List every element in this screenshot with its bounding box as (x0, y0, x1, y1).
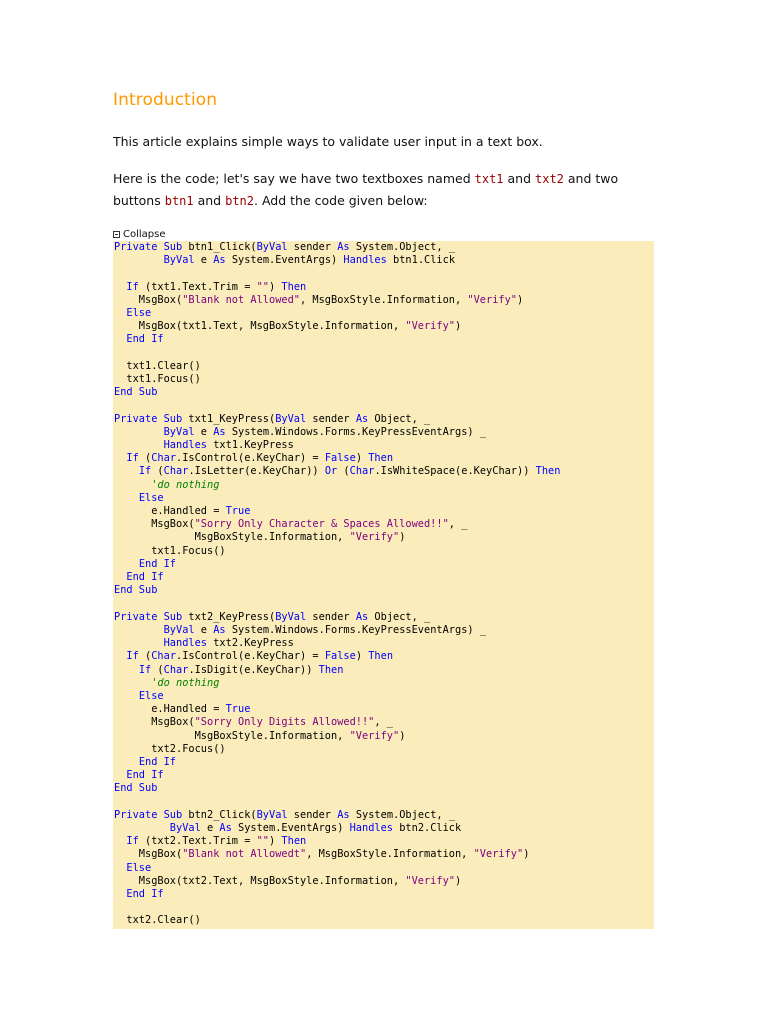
code-keyword: Handles (163, 439, 208, 452)
para-text: Here is the code; let's say we have two textboxes named (113, 171, 475, 186)
code-text: txt1.KeyPress (207, 439, 294, 452)
para-text: . Add the code given below: (254, 193, 428, 208)
code-line (114, 756, 176, 768)
code-text: txt2.KeyPress (207, 637, 294, 650)
code-keyword: End If (126, 333, 164, 346)
code-keyword: If (138, 465, 152, 478)
code-line (114, 584, 157, 596)
code-keyword: Else (138, 689, 164, 702)
para-text: and (503, 171, 535, 186)
code-text: .IsLetter(e.KeyChar)) (188, 465, 325, 478)
code-line (114, 835, 306, 847)
code-text: sender (287, 808, 338, 821)
code-text (114, 835, 126, 847)
code-text: (txt2.Text.Trim = (138, 835, 257, 848)
code-keyword: Else (138, 491, 164, 504)
code-line (114, 822, 461, 834)
code-text (114, 822, 170, 834)
code-text (114, 479, 151, 491)
code-text (114, 650, 126, 662)
code-line (114, 333, 164, 345)
code-keyword: Private Sub (114, 808, 183, 821)
code-keyword: If (126, 280, 139, 293)
code-keyword: End If (138, 557, 177, 570)
code-keyword: True (225, 703, 251, 716)
code-keyword: Private Sub (114, 412, 183, 425)
code-text: ) (454, 874, 462, 887)
code-text: System.EventArgs) (231, 821, 350, 834)
code-keyword: If (126, 452, 139, 465)
code-text (114, 888, 126, 900)
code-text: MsgBox( (114, 848, 183, 861)
code-text: ( (151, 465, 164, 478)
code-line (114, 782, 157, 794)
code-keyword: ByVal (275, 412, 307, 425)
code-keyword: ByVal (256, 808, 288, 821)
code-text: , MsgBoxStyle.Information, (300, 293, 468, 306)
code-keyword: ByVal (163, 623, 195, 636)
code-text: MsgBox( (114, 518, 195, 531)
code-string: "" (256, 280, 270, 293)
code-text: e.Handled = (114, 505, 226, 518)
code-keyword: Then (535, 465, 561, 478)
code-keyword: End Sub (114, 782, 158, 795)
code-line (114, 809, 455, 821)
code-text (114, 465, 139, 477)
code-text: sender (306, 412, 356, 425)
code-string: "Sorry Only Character & Spaces Allowed!!" (194, 518, 449, 531)
code-text: (txt1.Text.Trim = (138, 280, 257, 293)
code-text: ( (138, 650, 152, 663)
code-keyword: As (337, 808, 350, 821)
code-text: txt2.Clear() (114, 914, 201, 927)
code-block (113, 241, 654, 929)
code-text: e (194, 425, 214, 438)
code-text: btn1.Click (386, 254, 456, 267)
code-keyword: False (324, 650, 356, 663)
intro-paragraph: This article explains simple ways to validate user input in a text box. (113, 134, 543, 149)
code-text (114, 281, 126, 293)
inline-code-txt1: txt1 (474, 172, 504, 186)
code-text: MsgBox( (114, 716, 195, 729)
code-keyword: Then (368, 452, 394, 465)
code-string: "Blank not Allowed" (182, 293, 300, 306)
code-text: ) (399, 531, 406, 544)
code-keyword: Handles (163, 637, 208, 650)
code-line (114, 848, 529, 860)
code-text: txt1_KeyPress( (182, 412, 276, 425)
code-line (114, 914, 201, 926)
code-text (114, 571, 126, 583)
code-text: .IsControl(e.KeyChar) = (176, 650, 325, 663)
code-text (114, 862, 126, 874)
code-keyword: As (219, 821, 232, 834)
code-text: btn2_Click( (182, 808, 257, 821)
code-line (114, 637, 294, 649)
code-text: txt1.Focus() (114, 544, 226, 557)
collapse-label: Collapse (123, 229, 166, 240)
code-keyword: End If (126, 887, 164, 900)
code-text: System.Windows.Forms.KeyPressEventArgs) _ (225, 425, 486, 438)
code-keyword: Char (349, 465, 375, 478)
collapse-toggle[interactable] (113, 229, 166, 240)
code-text: System.Object, _ (349, 808, 456, 821)
code-keyword: Char (163, 465, 189, 478)
code-keyword: Then (281, 835, 307, 848)
code-text (114, 254, 164, 266)
code-line (114, 492, 164, 504)
code-line (114, 294, 523, 306)
code-text (114, 637, 164, 649)
code-line (114, 650, 393, 662)
code-text: ) (517, 293, 524, 306)
collapse-minus-icon (113, 231, 120, 238)
inline-code-btn1: btn1 (164, 194, 194, 208)
code-line (114, 730, 405, 742)
code-text (114, 333, 126, 345)
code-description-paragraph (113, 168, 653, 212)
code-line (114, 769, 164, 781)
code-text (114, 756, 139, 768)
code-keyword: ByVal (256, 241, 288, 253)
code-string: "Verify" (467, 293, 517, 306)
code-text (114, 690, 139, 702)
code-keyword: End If (138, 755, 177, 768)
code-string: "Verify" (405, 874, 455, 887)
code-text: ) (399, 729, 406, 742)
code-line (114, 281, 306, 293)
code-text: ) (523, 848, 530, 861)
code-keyword: ByVal (163, 425, 195, 438)
code-keyword: Char (163, 663, 189, 676)
code-line (114, 558, 176, 570)
code-text (114, 624, 164, 636)
code-text: System.Object, _ (349, 241, 456, 253)
code-line (114, 677, 219, 689)
code-keyword: As (337, 241, 350, 253)
code-string: "Verify" (349, 531, 400, 544)
code-line (114, 664, 343, 676)
code-keyword: As (355, 610, 369, 623)
section-heading: Introduction (113, 90, 218, 110)
code-text (114, 426, 164, 438)
code-text: e (194, 254, 214, 267)
code-text: ) (355, 650, 369, 663)
code-keyword: Else (126, 861, 152, 874)
code-text: MsgBox(txt2.Text, MsgBoxStyle.Information, (114, 874, 406, 887)
code-string: "" (256, 835, 270, 848)
code-text (114, 439, 164, 451)
code-string: "Verify" (349, 729, 400, 742)
code-comment: 'do nothing (151, 478, 220, 491)
code-text: ( (138, 452, 152, 465)
code-text: System.EventArgs) (225, 254, 344, 267)
code-string: "Sorry Only Digits Allowed!!" (194, 716, 375, 729)
code-keyword: Then (318, 663, 344, 676)
code-text: .IsControl(e.KeyChar) = (176, 452, 325, 465)
code-line (114, 479, 219, 491)
code-keyword: ByVal (275, 610, 307, 623)
code-text: ) (454, 320, 462, 333)
code-text: txt2.Focus() (114, 742, 226, 755)
code-keyword: End Sub (114, 386, 158, 399)
code-text: e.Handled = (114, 703, 226, 716)
code-keyword: Char (151, 452, 177, 465)
code-keyword: ByVal (163, 254, 195, 267)
code-text: System.Windows.Forms.KeyPressEventArgs) _ (225, 623, 486, 636)
code-text (114, 558, 139, 570)
code-text: .IsWhiteSpace(e.KeyChar)) (374, 465, 536, 478)
code-line (114, 703, 250, 715)
code-keyword: End If (126, 571, 164, 584)
code-keyword: As (213, 623, 226, 636)
code-keyword: If (138, 663, 152, 676)
code-line (114, 307, 151, 319)
code-text: MsgBoxStyle.Information, (114, 729, 350, 742)
code-text: Object, _ (368, 412, 431, 425)
code-line (114, 320, 461, 332)
code-keyword: Or (324, 465, 338, 478)
code-string: "Verify" (405, 320, 455, 333)
code-listing (113, 241, 654, 928)
code-line (114, 360, 201, 372)
code-line (114, 505, 250, 517)
code-comment: 'do nothing (151, 676, 220, 689)
code-text: .IsDigit(e.KeyChar)) (188, 663, 319, 676)
code-keyword: ByVal (169, 821, 201, 834)
code-keyword: Then (281, 280, 307, 293)
code-text: , MsgBoxStyle.Information, (306, 848, 474, 861)
code-text (114, 664, 139, 676)
code-string: "Blank not Allowedt" (182, 848, 307, 861)
code-text: txt2_KeyPress( (182, 610, 276, 623)
code-text: ( (151, 663, 164, 676)
code-line (114, 518, 467, 530)
code-line (114, 611, 430, 623)
code-line (114, 571, 164, 583)
para-text: and two buttons (113, 171, 619, 208)
code-keyword: Char (151, 650, 177, 663)
code-line (114, 888, 164, 900)
code-text (114, 492, 139, 504)
code-text: MsgBox( (114, 293, 183, 306)
code-line (114, 743, 226, 755)
code-text: txt1.Focus() (114, 373, 201, 386)
code-keyword: End If (126, 769, 164, 782)
code-keyword: Else (126, 307, 152, 320)
code-line (114, 254, 455, 266)
code-text: txt1.Clear() (114, 359, 201, 372)
code-text (114, 769, 126, 781)
code-line (114, 875, 461, 887)
code-text: ) (269, 835, 282, 848)
code-text: MsgBoxStyle.Information, (114, 531, 350, 544)
code-keyword: Private Sub (114, 241, 183, 253)
code-text: e (194, 623, 214, 636)
code-keyword: As (213, 254, 226, 267)
code-keyword: False (324, 452, 356, 465)
code-keyword: If (126, 650, 139, 663)
code-keyword: If (126, 835, 139, 848)
code-keyword: Private Sub (114, 610, 183, 623)
code-text: ) (269, 280, 282, 293)
code-text: e (200, 821, 220, 834)
code-line (114, 413, 430, 425)
inline-code-txt2: txt2 (535, 172, 564, 186)
code-text (114, 677, 151, 689)
code-line (114, 862, 151, 874)
code-line (114, 716, 393, 728)
code-text (114, 307, 126, 319)
code-keyword: As (355, 412, 369, 425)
code-line (114, 531, 405, 543)
code-text: sender (287, 241, 338, 253)
inline-code-btn2: btn2 (225, 194, 254, 208)
code-text: , _ (448, 518, 468, 531)
code-line (114, 690, 164, 702)
code-keyword: Handles (343, 254, 387, 267)
code-line (114, 624, 486, 636)
code-line (114, 373, 201, 385)
code-keyword: End Sub (114, 584, 158, 597)
code-text: btn1_Click( (182, 241, 257, 253)
code-keyword: As (213, 425, 226, 438)
code-line (114, 241, 455, 253)
code-text: btn2.Click (393, 821, 462, 834)
code-text: MsgBox(txt1.Text, MsgBoxStyle.Information, (114, 320, 406, 333)
code-line (114, 426, 486, 438)
code-text: sender (306, 610, 356, 623)
code-line (114, 465, 560, 477)
code-text: ) (355, 452, 369, 465)
code-text (114, 452, 126, 464)
code-line (114, 386, 157, 398)
code-keyword: Then (368, 650, 394, 663)
code-string: "Verify" (473, 848, 524, 861)
code-text: ( (337, 465, 350, 478)
code-keyword: Handles (349, 821, 394, 834)
code-line (114, 545, 226, 557)
code-line (114, 439, 294, 451)
code-line (114, 452, 393, 464)
code-keyword: True (225, 505, 251, 518)
code-text: Object, _ (368, 610, 431, 623)
code-text: , _ (374, 716, 393, 729)
para-text: and (193, 193, 226, 208)
